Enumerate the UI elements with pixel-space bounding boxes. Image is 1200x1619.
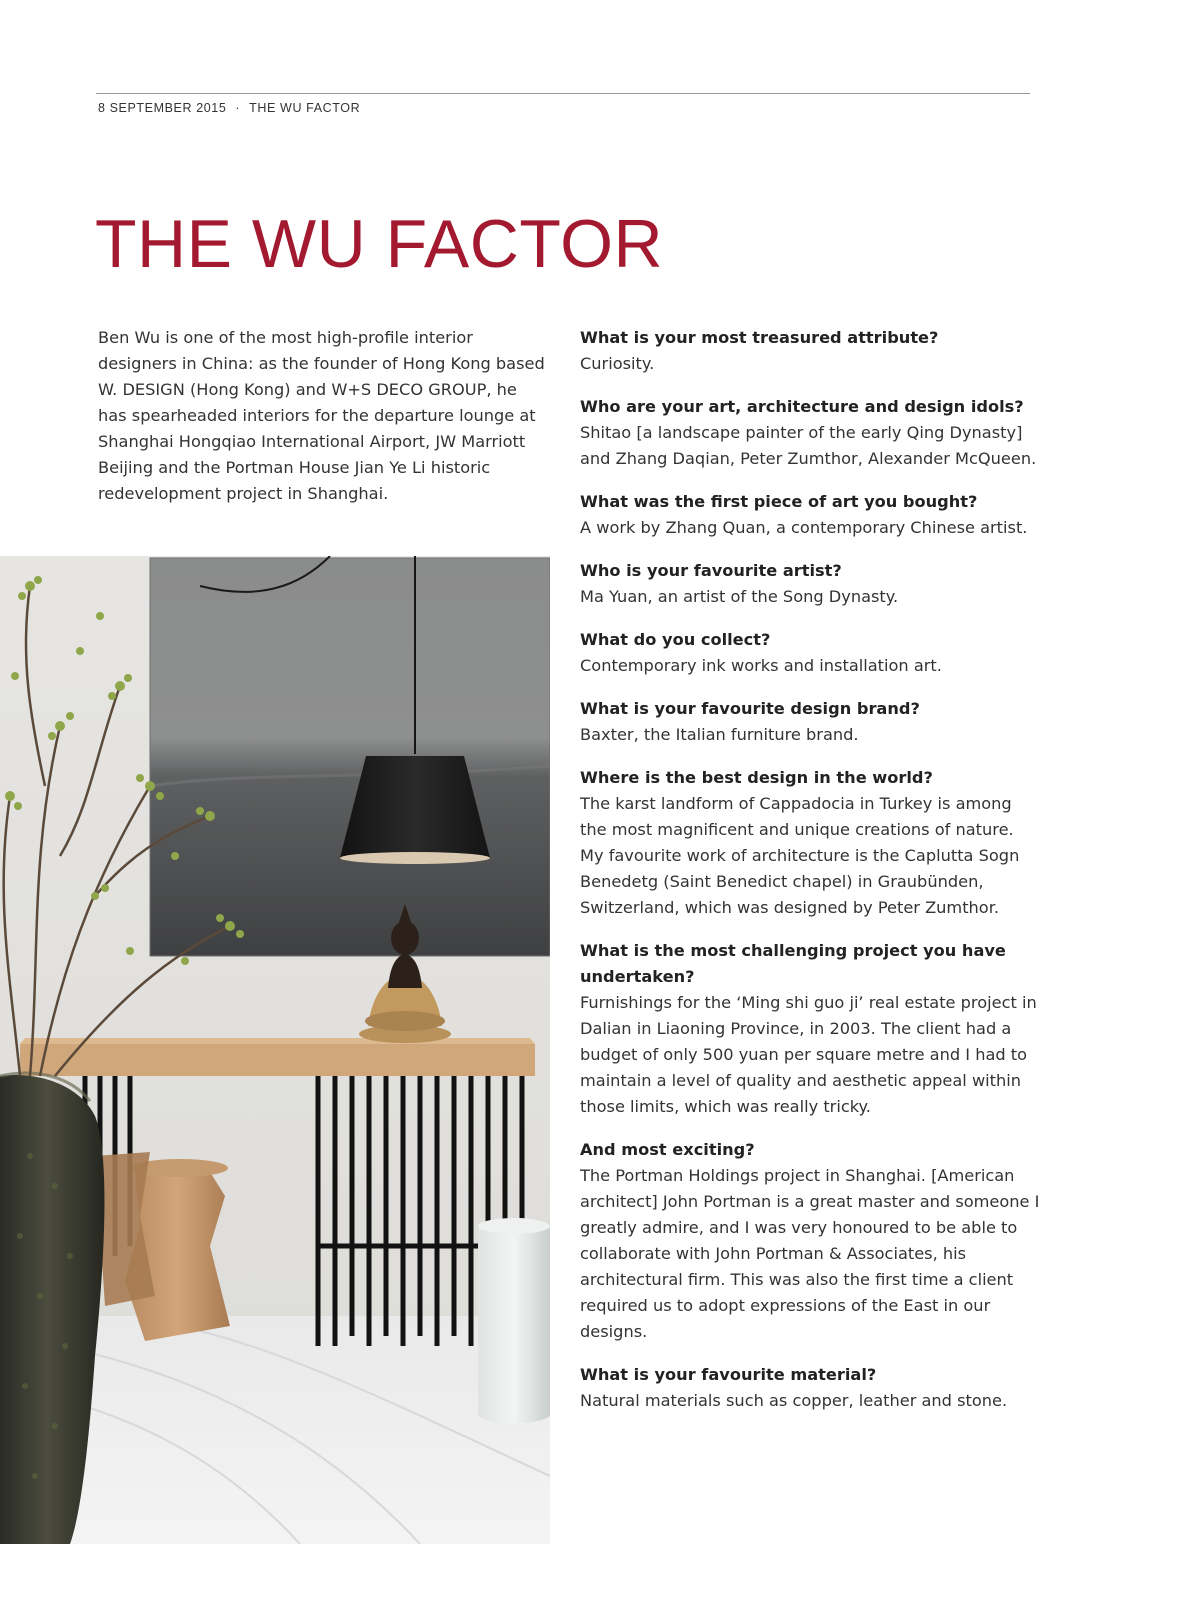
qa-answer: Curiosity. — [580, 354, 655, 373]
qa-item — [580, 394, 1040, 472]
article-title: THE WU FACTOR — [95, 206, 664, 282]
qa-question: What is your most treasured attribute? — [580, 328, 939, 347]
article-intro: Ben Wu is one of the most high-profile interior designers in China: as the founder of Hong Kong based W. DESIGN (Hong Kong) and W+S DECO GROUP, he has spearheaded interiors for the departure lounge at Shanghai Hongqiao International Airport, JW Marriott Beijing and the Portman House Jian Ye Li historic redevelopment project in Shanghai. — [98, 328, 545, 503]
qa-question: What is the most challenging project you have undertaken? — [580, 941, 1006, 986]
qa-question: What is your favourite design brand? — [580, 699, 920, 718]
qa-question: Where is the best design in the world? — [580, 768, 933, 787]
qa-item — [580, 696, 1040, 748]
qa-answer: Contemporary ink works and installation art. — [580, 656, 942, 675]
qa-answer: Furnishings for the ‘Ming shi guo ji’ real estate project in Dalian in Liaoning Province, in 2003. The client had a budget of only 500 yuan per square metre and I had to maintain a level of quality and aesthetic appeal within those limits, which was really tricky. — [580, 993, 1037, 1116]
header-rule — [96, 93, 1030, 94]
qa-question: And most exciting? — [580, 1140, 755, 1159]
header-date: 8 SEPTEMBER 2015 — [98, 101, 227, 115]
qa-answer: The karst landform of Cappadocia in Turkey is among the most magnificent and unique creations of nature. My favourite work of architecture is the Caplutta Sogn Benedetg (Saint Benedict chapel) in Graubünden, Switzerland, which was designed by Peter Zumthor. — [580, 794, 1020, 917]
qa-item — [580, 627, 1040, 679]
qa-answer: Ma Yuan, an artist of the Song Dynasty. — [580, 587, 899, 606]
qa-answer: A work by Zhang Quan, a contemporary Chinese artist. — [580, 518, 1028, 537]
qa-item — [580, 489, 1040, 541]
header-section: THE WU FACTOR — [249, 101, 361, 115]
running-head — [98, 101, 360, 115]
qa-item — [580, 938, 1040, 1120]
interior-photo-illustration — [0, 556, 550, 1544]
qa-item — [580, 1137, 1040, 1345]
qa-answer: Shitao [a landscape painter of the early Qing Dynasty] and Zhang Daqian, Peter Zumthor, Alexander McQueen. — [580, 423, 1037, 468]
qa-question: What do you collect? — [580, 630, 771, 649]
qa-item — [580, 558, 1040, 610]
interior-photo — [0, 556, 550, 1544]
qa-question: Who is your favourite artist? — [580, 561, 842, 580]
qa-item — [580, 765, 1040, 921]
qa-answer: Natural materials such as copper, leather and stone. — [580, 1391, 1008, 1410]
qa-answer: Baxter, the Italian furniture brand. — [580, 725, 859, 744]
qa-column — [580, 325, 1040, 1431]
qa-question: What is your favourite material? — [580, 1365, 877, 1384]
qa-item — [580, 325, 1040, 377]
qa-question: Who are your art, architecture and design idols? — [580, 397, 1024, 416]
qa-item — [580, 1362, 1040, 1414]
header-separator: · — [235, 101, 241, 115]
qa-question: What was the first piece of art you bought? — [580, 492, 978, 511]
qa-answer: The Portman Holdings project in Shanghai. [American architect] John Portman is a great master and someone I greatly admire, and I was very honoured to be able to collaborate with John Portman & Associates, his architectural firm. This was also the first time a client required us to adopt expressions of the East in our designs. — [580, 1166, 1040, 1341]
